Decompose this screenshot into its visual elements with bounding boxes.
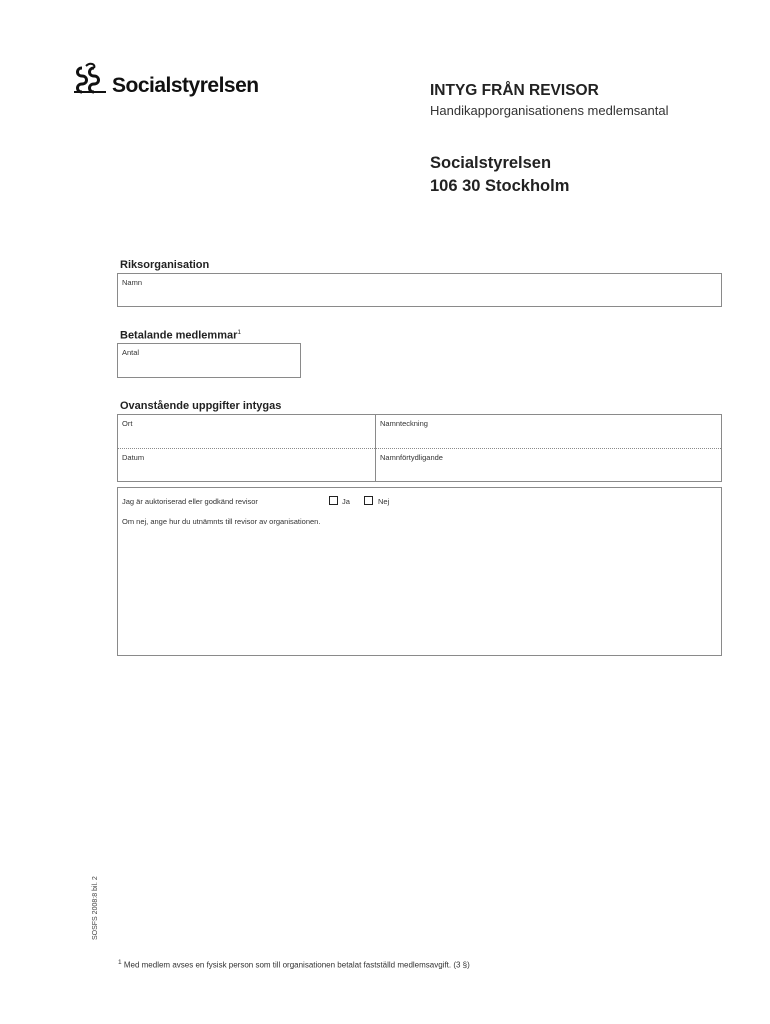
- signature-field[interactable]: [376, 415, 721, 448]
- auditor-question: Jag är auktoriserad eller godkänd revisor: [122, 497, 258, 506]
- date-field[interactable]: [118, 449, 375, 481]
- socialstyrelsen-logo: [72, 62, 272, 102]
- name-clarification-label: Namnförtydligande: [380, 453, 443, 462]
- members-footnote-ref: 1: [237, 329, 242, 336]
- logo-wordmark: Socialstyrelsen: [112, 74, 259, 97]
- certify-grid: [117, 414, 722, 482]
- riksorganisation-heading: Riksorganisation: [120, 259, 210, 271]
- certify-heading: Ovanstående uppgifter intygas: [120, 400, 282, 412]
- recipient-postal-address: 106 30 Stockholm: [430, 177, 570, 195]
- auditor-yes-label: Ja: [342, 497, 350, 506]
- member-count-field[interactable]: [117, 343, 301, 378]
- auditor-no-checkbox[interactable]: [364, 496, 373, 505]
- auditor-section: [117, 487, 722, 656]
- members-heading-text: Betalande medlemmar: [120, 329, 238, 342]
- auditor-yes-checkbox[interactable]: [329, 496, 338, 505]
- ort-label: Ort: [122, 419, 133, 428]
- signature-label: Namnteckning: [380, 419, 428, 428]
- recipient-name: Socialstyrelsen: [430, 154, 552, 172]
- organisation-name-field[interactable]: [117, 273, 722, 307]
- document-title: INTYG FRÅN REVISOR: [430, 82, 599, 99]
- member-count-label: Antal: [122, 348, 140, 357]
- organisation-name-label: Namn: [122, 278, 143, 287]
- document-subtitle: Handikapporganisationens medlemsantal: [430, 103, 669, 118]
- footnote-mark: 1: [118, 959, 122, 966]
- ort-field[interactable]: [118, 415, 375, 448]
- name-clarification-field[interactable]: [376, 449, 721, 481]
- regulation-code: SOSFS 2008:8 bil. 2: [92, 876, 99, 940]
- date-label: Datum: [122, 453, 145, 462]
- logo-emblem-icon: [72, 62, 112, 96]
- auditor-no-label: Nej: [378, 497, 390, 506]
- footnote-text: Med medlem avses en fysisk person som till organisationen betalat fastställd medlemsavgift. (3 §): [123, 960, 470, 970]
- auditor-appointment-textarea[interactable]: [122, 530, 717, 650]
- auditor-followup-question: Om nej, ange hur du utnämnts till revisor av organisationen.: [122, 517, 321, 526]
- members-heading: [120, 329, 241, 342]
- footnote: [118, 959, 470, 970]
